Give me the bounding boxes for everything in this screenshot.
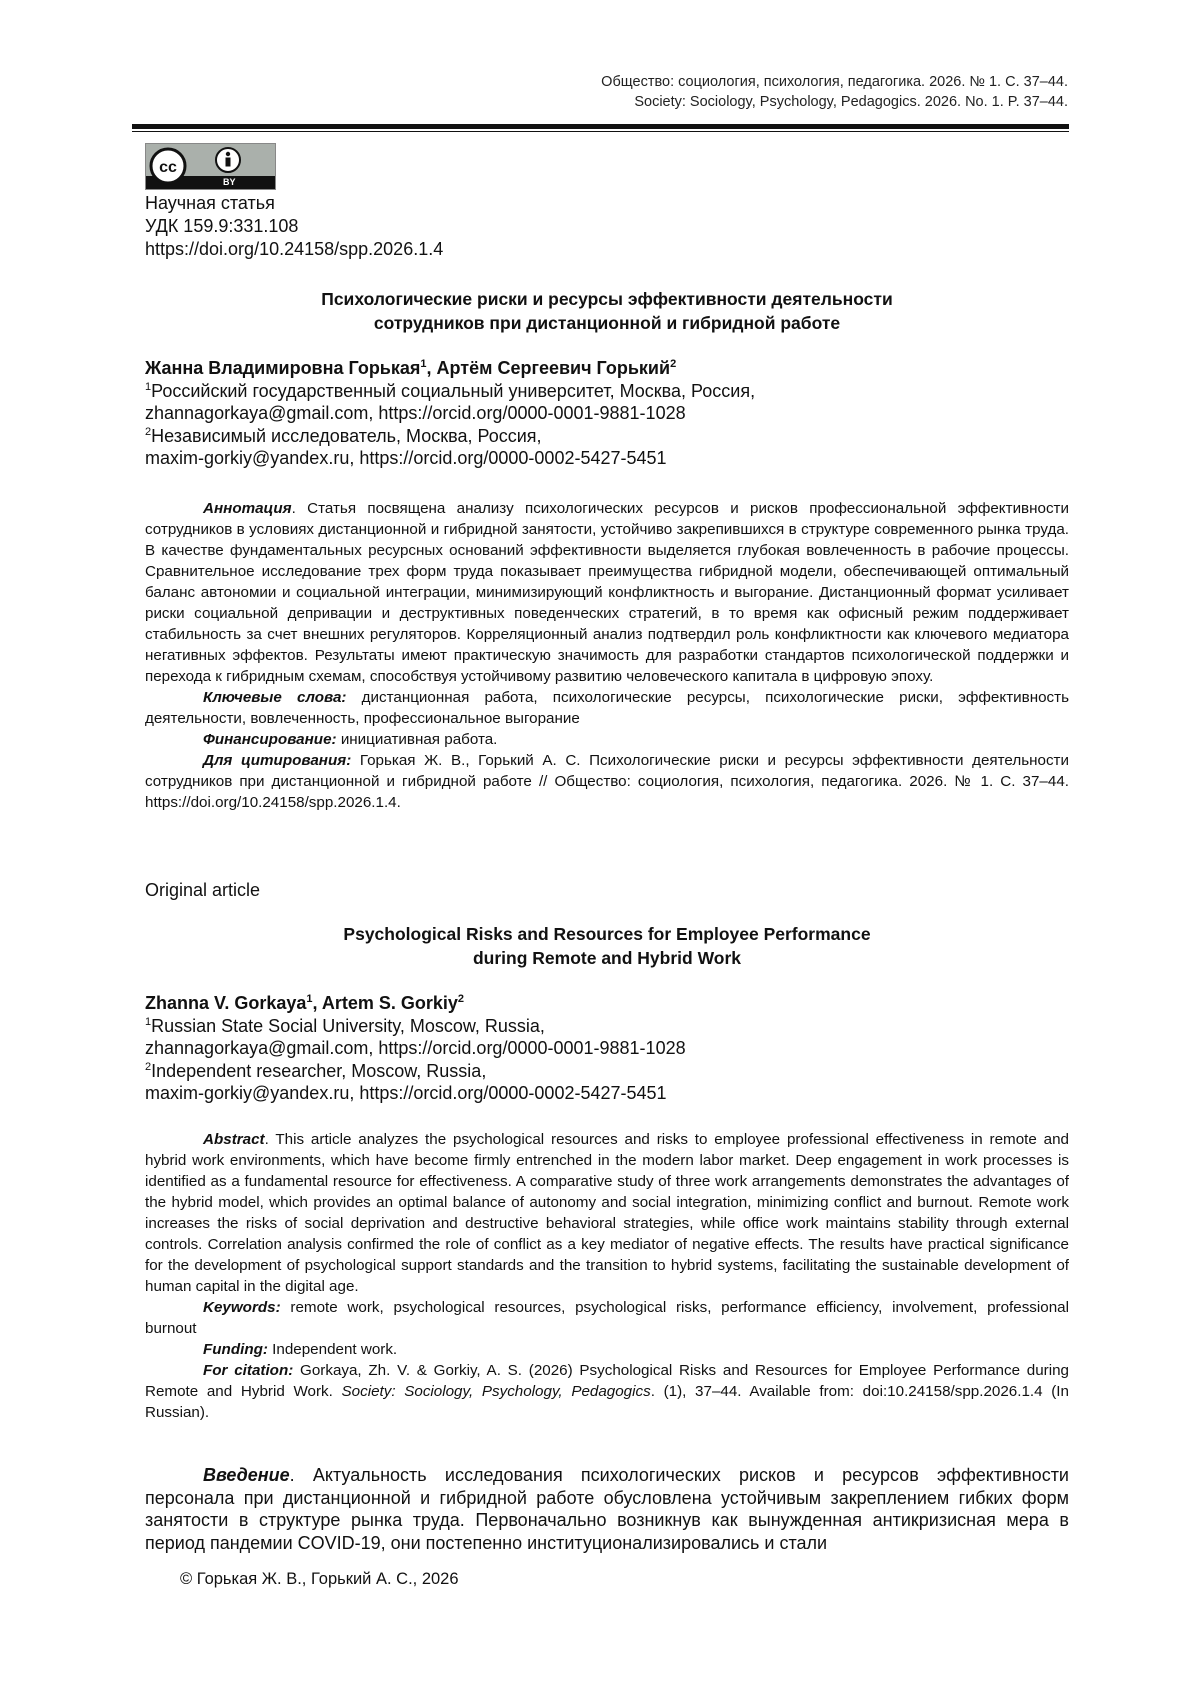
keywords-en: Keywords: remote work, psychological resources, psychological risks, performance efficiency, involvement, professional burnout [145,1299,1069,1337]
citation-label-en: For citation: [203,1362,294,1379]
abstract-ru: Аннотация. Статья посвящена анализу психологических ресурсов и рисков профессиональной эффективности сотрудников в условиях дистанционной и гибридной занятости, устойчиво закрепившихся в структуре современного рынка труда. В качестве фундаментальных ресурсных оснований эффективности выделяется глубокая вовлеченность в рабочие процессы. Сравнительное исследование трех форм труда показывает преимущества гибридной модели, обеспечивающей оптимальный баланс автономии и социальной интеграции, минимизирующий конфликтность и выгорание. Дистанционный формат усиливает риски социальной депривации и деструктивных поведенческих стратегий, в то время как офисный режим поддерживает стабильность за счет внешних регуляторов. Корреляционный анализ подтвердил роль конфликтности как ключевого медиатора негативных эффектов. Результаты имеют практическую значимость для разработки стандартов психологической поддержки и перехода к гибридным схемам, способствуя устойчивому развитию человеческого капитала в цифровую эпоху. [145,500,1069,685]
title-ru-line-2: сотрудников при дистанционной и гибридной работе [373,313,841,333]
citation-en: For citation: Gorkaya, Zh. V. & Gorkiy, A. S. (2026) Psychological Risks and Resources for Employee Performance during Remote and Hybrid Work. Society: Sociology, Psychology, Pedagogics. (1), 37–44. Available from: doi:10.24158/spp.2026.1.4 (In Russian). [145,1362,1069,1421]
keywords-label-en: Keywords: [203,1299,281,1316]
citation-journal-en: Society: Sociology, Psychology, Pedagogics [341,1383,651,1400]
contact-2-en[interactable]: maxim-gorkiy@yandex.ru, https://orcid.org/0000-0002-5427-5451 [145,1083,667,1103]
article-type: Научная статья [145,193,275,213]
keywords-ru: Ключевые слова: дистанционная работа, психологические ресурсы, психологические риски, эффективность деятельности, вовлеченность, профессиональное выгорание [145,689,1069,727]
funding-label: Финансирование: [203,731,337,748]
affiliation-2: $^2$Независимый исследователь, Москва, Россия, [145,425,542,446]
attribution-icon [146,144,277,191]
author-names-en: Zhanna V. Gorkaya$^1$, Artem S. Gorkiy$^2$ [145,993,465,1013]
author-names-ru: Жанна Владимировна Горькая$^1$, Артём Сергеевич Горький$^2$ [145,358,677,378]
abstract-en: Abstract. This article analyzes the psychological resources and risks to employee professional effectiveness in remote and hybrid work environments, which have become firmly entrenched in the modern labor market. Deep engagement in work processes is identified as a fundamental resource for effectiveness. A comparative study of three work arrangements demonstrates the advantages of the hybrid model, which provides an optimal balance of autonomy and social integration, minimizing conflict and burnout. Remote work increases the risks of social deprivation and destructive behavioral strategies, while office work maintains stability through external controls. Correlation analysis confirmed the role of conflict as a key mediator of negative effects. The results have practical significance for the development of psychological support standards and the transition to hybrid systems, facilitating the sustainable development of human capital in the digital age. [145,1131,1069,1295]
title-en-line-2: during Remote and Hybrid Work [472,948,742,968]
authors-en [145,992,686,1105]
author-1-name-en: Zhanna V. Gorkaya [145,993,307,1013]
copyright-footer: © Горькая Ж. В., Горький А. С., 2026 [180,1570,459,1588]
contact-1-en[interactable]: zhannagorkaya@gmail.com, https://orcid.org/0000-0001-9881-1028 [145,1038,686,1058]
affiliation-1: $^1$Российский государственный социальный университет, Москва, Россия, [145,380,756,401]
abstract-block-ru [145,498,1069,813]
author-1-sup: 1 [420,358,427,370]
svg-text:cc: cc [159,159,177,176]
citation-ru: Для цитирования: Горькая Ж. В., Горький А. С. Психологические риски и ресурсы эффективности деятельности сотрудников при дистанционной и гибридной работе // Общество: социология, психология, педагогика. 2026. № 1. С. 37–44. https://doi.org/10.24158/spp.2026.1.4. [145,752,1069,811]
cc-by-license-badge[interactable] [145,143,276,190]
contact-1[interactable]: zhannagorkaya@gmail.com, https://orcid.org/0000-0001-9881-1028 [145,403,686,423]
abstract-block-en [145,1129,1069,1423]
article-type-en: Original article [145,880,261,900]
running-header-ru: Общество: социология, психология, педагогика. 2026. № 1. С. 37–44. [601,74,1068,90]
funding-en: Funding: Independent work. [203,1341,398,1358]
title-en-line-1: Psychological Risks and Resources for Employee Performance [343,924,871,944]
introduction-paragraph: Введение. Актуальность исследования психологических рисков и ресурсов эффективности персонала при дистанционной и гибридной работе обусловлена устойчивым закреплением гибких форм занятости в структуре рынка труда. Первоначально возникнув как вынужденная антикризисная мера в период пандемии COVID-19, они постепенно институционализировались и стали [145,1465,1069,1553]
running-header-en: Society: Sociology, Psychology, Pedagogics. 2026. No. 1. P. 37–44. [634,94,1068,110]
running-header [601,72,1068,112]
header-rule [132,124,1069,132]
funding-ru: Финансирование: инициативная работа. [203,731,498,748]
citation-label: Для цитирования: [203,752,352,769]
title-en [145,922,1069,970]
article-meta [145,192,443,261]
title-ru-line-1: Психологические риски и ресурсы эффективности деятельности [321,289,893,309]
abstract-label: Аннотация [203,500,292,517]
abstract-label-en: Abstract [203,1131,265,1148]
contact-2[interactable]: maxim-gorkiy@yandex.ru, https://orcid.org/0000-0002-5427-5451 [145,448,667,468]
author-1-name: Жанна Владимировна Горькая [145,358,421,378]
doi-link[interactable]: https://doi.org/10.24158/spp.2026.1.4 [145,239,444,259]
keywords-label: Ключевые слова: [203,689,347,706]
license-by-label: BY [223,177,236,187]
funding-label-en: Funding: [203,1341,268,1358]
author-2-name: Артём Сергеевич Горький [436,358,671,378]
affiliation-1-en: $^1$Russian State Social University, Moscow, Russia, [145,1015,545,1036]
udc-code: УДК 159.9:331.108 [145,216,299,236]
affiliation-2-en: $^2$Independent researcher, Moscow, Russia, [145,1060,487,1081]
author-2-sup: 2 [670,358,677,370]
author-2-name-en: Artem S. Gorkiy [321,993,458,1013]
introduction-label: Введение [203,1465,290,1485]
title-ru [145,287,1069,335]
authors-ru [145,357,755,470]
